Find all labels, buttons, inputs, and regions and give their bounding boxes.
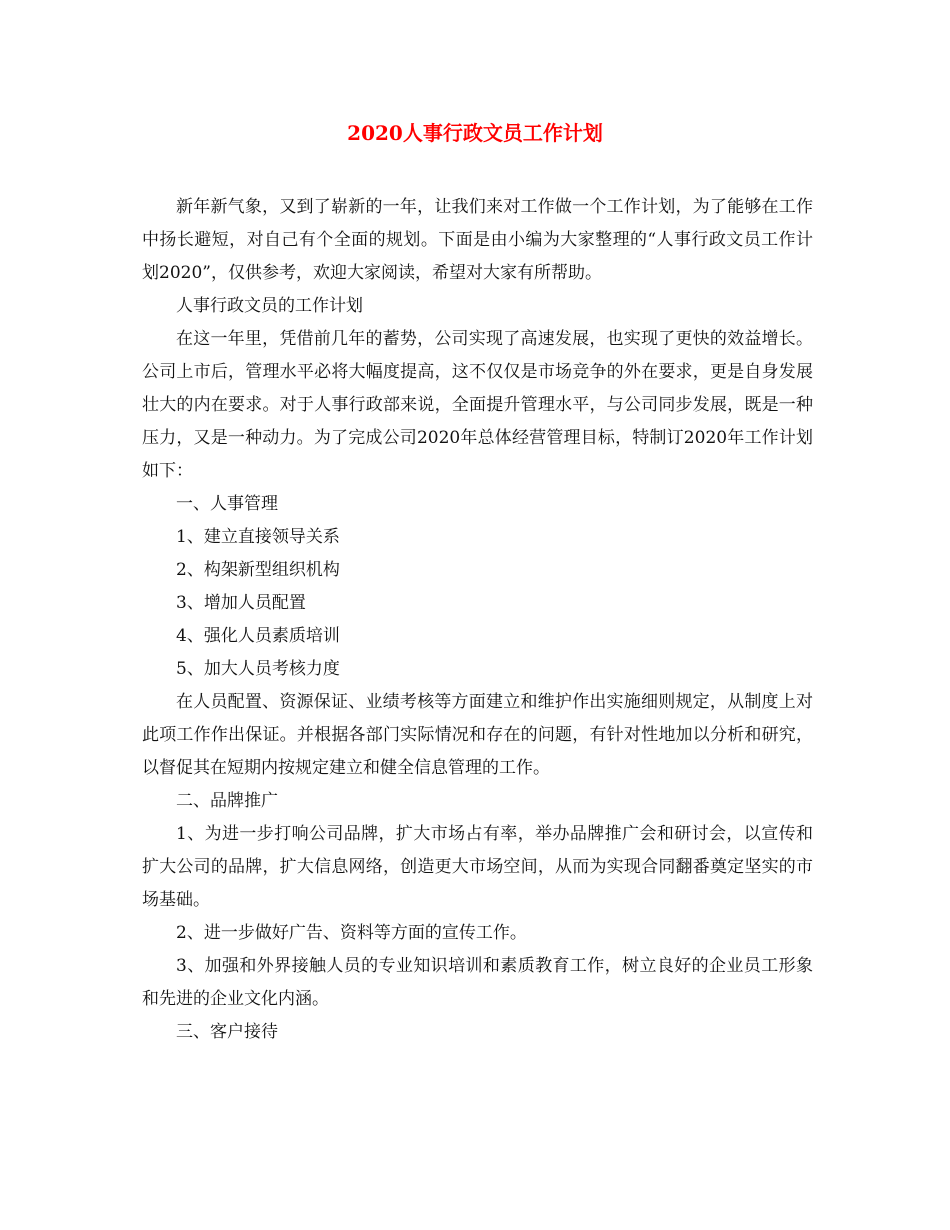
paragraph-intro: 新年新气象，又到了崭新的一年，让我们来对工作做一个工作计划，为了能够在工作中扬长避短，对自己有个全面的规划。下面是由小编为大家整理的“人事行政文员工作计划2020”，仅供参考，欢迎大家阅读，希望对大家有所帮助。 xyxy=(142,197,813,283)
paragraph-subtitle: 人事行政文员的工作计划 xyxy=(176,296,363,316)
list-item: 5、加大人员考核力度 xyxy=(176,659,340,679)
paragraph-personnel-detail: 在人员配置、资源保证、业绩考核等方面建立和维护作出实施细则规定，从制度上对此项工作作出保证。并根据各部门实际情况和存在的问题，有针对性地加以分析和研究，以督促其在短期内按规定建立和健全信息管理的工作。 xyxy=(142,692,813,778)
list-item: 3、增加人员配置 xyxy=(176,593,306,613)
document-body xyxy=(142,191,813,1049)
section-heading-reception: 三、客户接待 xyxy=(176,1022,278,1042)
section-heading-brand: 二、品牌推广 xyxy=(176,791,278,811)
section-heading-personnel: 一、人事管理 xyxy=(176,494,278,514)
paragraph-overview: 在这一年里，凭借前几年的蓄势，公司实现了高速发展，也实现了更快的效益增长。公司上市后，管理水平必将大幅度提高，这不仅仅是市场竞争的外在要求，更是自身发展壮大的内在要求。对于人事行政部来说，全面提升管理水平，与公司同步发展，既是一种压力，又是一种动力。为了完成公司2020年总体经营管理目标，特制订2020年工作计划如下： xyxy=(142,329,813,481)
document-title: 2020人事行政文员工作计划 xyxy=(347,121,603,145)
list-item: 2、进一步做好广告、资料等方面的宣传工作。 xyxy=(176,923,527,943)
list-item: 1、为进一步打响公司品牌，扩大市场占有率，举办品牌推广会和研讨会，以宣传和扩大公司的品牌，扩大信息网络，创造更大市场空间，从而为实现合同翻番奠定坚实的市场基础。 xyxy=(142,824,813,910)
list-item: 1、建立直接领导关系 xyxy=(176,527,340,547)
list-item: 4、强化人员素质培训 xyxy=(176,626,340,646)
list-item: 2、构架新型组织机构 xyxy=(176,560,340,580)
list-item: 3、加强和外界接触人员的专业知识培训和素质教育工作，树立良好的企业员工形象和先进的企业文化内涵。 xyxy=(142,956,813,1009)
